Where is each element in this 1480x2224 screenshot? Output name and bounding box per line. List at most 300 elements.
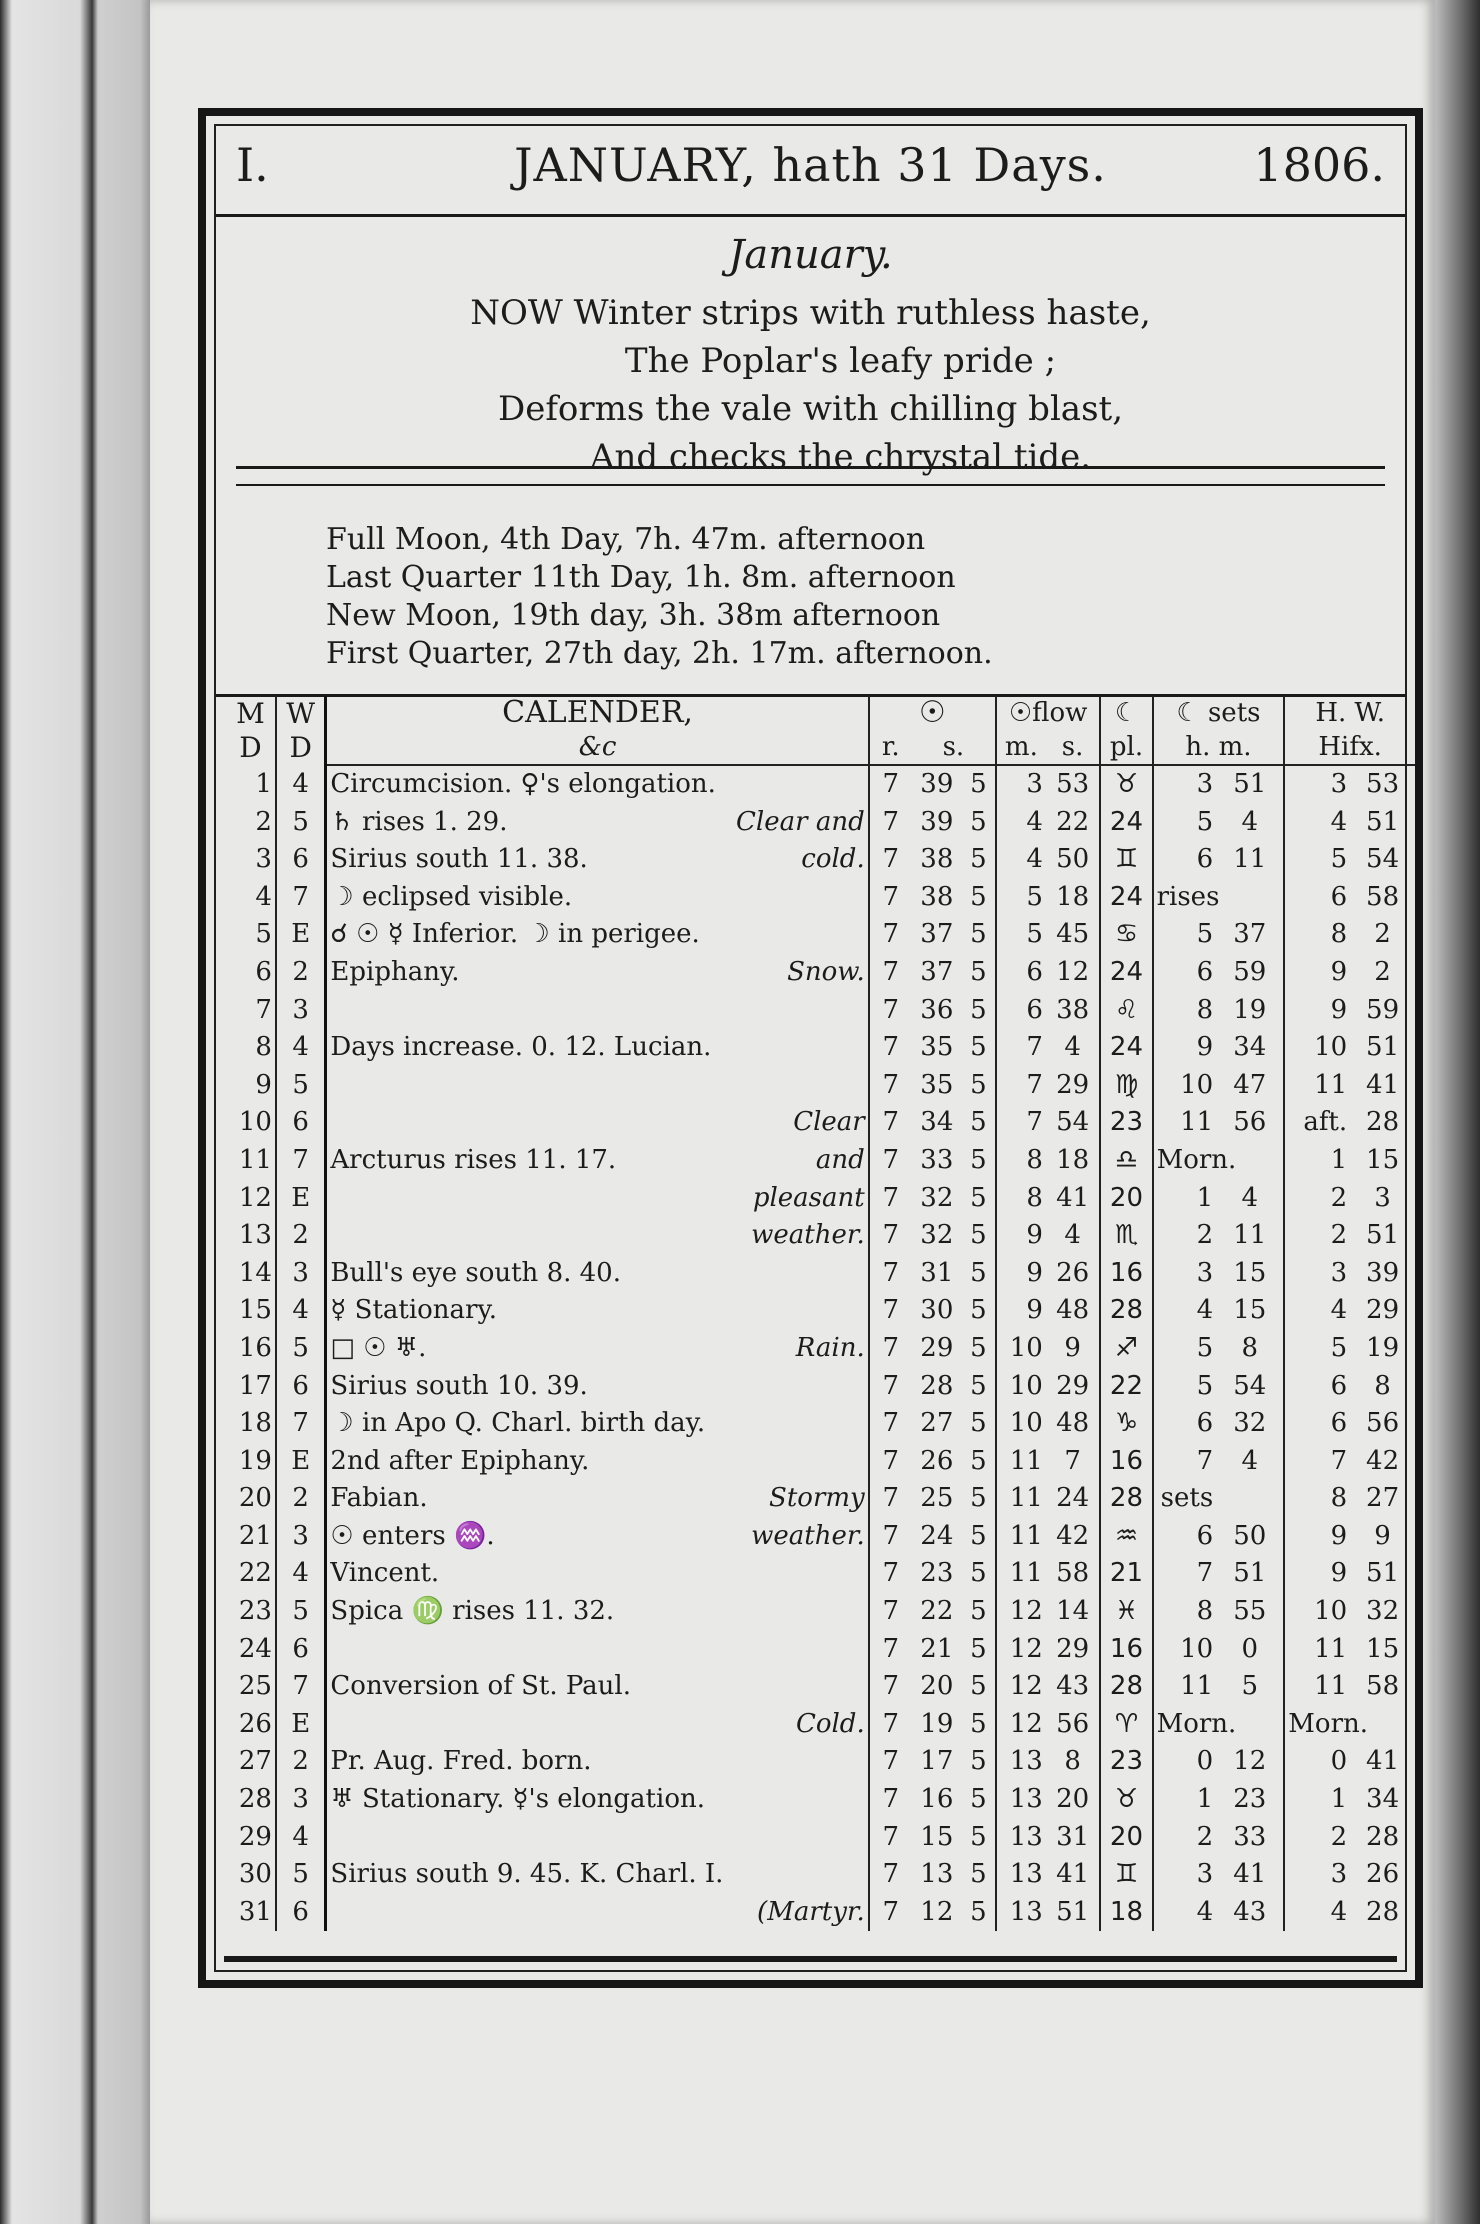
cell-mm: 19 xyxy=(1233,994,1267,1025)
cell-wm: 28 xyxy=(1366,1821,1400,1852)
table-row xyxy=(226,841,1415,879)
cell-mm: 0 xyxy=(1241,1633,1258,1664)
cell-rm: 33 xyxy=(920,1144,954,1175)
cell-wm: 2 xyxy=(1374,919,1391,950)
cell-wd: E xyxy=(276,1443,326,1481)
cell-wm: 9 xyxy=(1374,1520,1391,1551)
cell-s: 5 xyxy=(970,1257,987,1288)
cell-md: 26 xyxy=(238,1708,272,1739)
cell-fs: 38 xyxy=(1056,994,1090,1025)
cell-pl: 24 xyxy=(1100,954,1152,992)
header-calender: CALENDER, xyxy=(326,696,869,730)
cell-fm: 12 xyxy=(996,1631,1046,1669)
cell-rh: 7 xyxy=(869,1067,912,1105)
cell-rh: 7 xyxy=(869,1480,912,1518)
cell-event xyxy=(326,841,869,879)
table-row xyxy=(226,954,1415,992)
weather-note: weather. xyxy=(751,1520,865,1551)
cell-wm: 53 xyxy=(1366,769,1400,799)
cell-fm: 11 xyxy=(996,1443,1046,1481)
event-text: ☉ enters ♒. xyxy=(330,1520,495,1551)
cell-fm: 12 xyxy=(996,1668,1046,1706)
cell-fm: 9 xyxy=(996,1255,1046,1293)
page-year: 1806. xyxy=(1253,138,1385,192)
cell-s: 5 xyxy=(970,1558,987,1589)
cell-wm: 51 xyxy=(1366,1558,1400,1589)
cell-fs: 54 xyxy=(1056,1107,1090,1138)
poem-line: The Poplar's leafy pride ; xyxy=(624,341,1057,381)
table-row xyxy=(226,1067,1415,1105)
cell-event xyxy=(326,1631,869,1669)
cell-fs: 41 xyxy=(1056,1859,1090,1890)
cell-rm: 20 xyxy=(920,1671,954,1702)
cell-event xyxy=(326,1555,869,1593)
cell-wh: 3 xyxy=(1284,1255,1350,1293)
cell-fm: 5 xyxy=(996,916,1046,954)
cell-fs: 43 xyxy=(1056,1671,1090,1702)
cell-fm: 6 xyxy=(996,992,1046,1030)
cell-mh: 5 xyxy=(1153,804,1217,842)
cell-event xyxy=(326,765,869,804)
event-text: Spica ♍ rises 11. 32. xyxy=(330,1596,615,1627)
cell-mm: 5 xyxy=(1241,1671,1258,1702)
cell-rh: 7 xyxy=(869,1518,912,1556)
cell-mm xyxy=(1216,879,1284,917)
cell-mh: Morn. xyxy=(1153,1142,1217,1180)
moon-phase-full: Full Moon, 4th Day, 7h. 47m. afternoon xyxy=(326,522,926,557)
cell-mm: 12 xyxy=(1233,1746,1267,1777)
cell-s: 5 xyxy=(970,956,987,987)
cell-wh: 4 xyxy=(1284,804,1350,842)
cell-fm: 8 xyxy=(996,1142,1046,1180)
cell-wd: E xyxy=(276,1180,326,1218)
cell-rh: 7 xyxy=(869,1368,912,1406)
cell-fs: 48 xyxy=(1056,1408,1090,1439)
cell-fs: 18 xyxy=(1056,1144,1090,1175)
cell-wd: 6 xyxy=(276,1894,326,1932)
cell-wd: 4 xyxy=(276,765,326,804)
cell-event xyxy=(326,1706,869,1744)
cell-wh: 11 xyxy=(1284,1668,1350,1706)
cell-fm: 11 xyxy=(996,1480,1046,1518)
cell-pl: 16 xyxy=(1100,1443,1152,1481)
cell-mh: 2 xyxy=(1153,1819,1217,1857)
page-header xyxy=(236,132,1385,212)
cell-mh: rises xyxy=(1153,879,1217,917)
cell-pl: ♓ xyxy=(1100,1593,1152,1631)
weather-note: Clear xyxy=(793,1107,865,1138)
cell-fs: 14 xyxy=(1056,1596,1090,1627)
weather-note: Snow. xyxy=(787,956,865,987)
cell-fm: 13 xyxy=(996,1856,1046,1894)
cell-wh: 2 xyxy=(1284,1819,1350,1857)
cell-s: 5 xyxy=(970,844,987,875)
cell-mm: 51 xyxy=(1233,1558,1267,1589)
cell-mh: 9 xyxy=(1153,1029,1217,1067)
cell-event xyxy=(326,1142,869,1180)
cell-wh: 9 xyxy=(1284,992,1350,1030)
cell-mh: 6 xyxy=(1153,841,1217,879)
cell-event xyxy=(326,1856,869,1894)
cell-rh: 7 xyxy=(869,1631,912,1669)
event-text: Circumcision. ♀'s elongation. xyxy=(330,769,716,799)
cell-pl: ♋ xyxy=(1100,916,1152,954)
cell-mm: 4 xyxy=(1241,1445,1258,1476)
weather-note: Clear and xyxy=(736,806,865,837)
cell-event xyxy=(326,1067,869,1105)
cell-md: 5 xyxy=(255,919,272,950)
cell-mh: 10 xyxy=(1153,1631,1217,1669)
cell-md: 13 xyxy=(238,1220,272,1251)
cell-pl: 23 xyxy=(1100,1743,1152,1781)
cell-wh: 5 xyxy=(1284,1330,1350,1368)
event-text: ☿ Stationary. xyxy=(330,1295,497,1326)
cell-wh: 10 xyxy=(1284,1593,1350,1631)
event-text: Arcturus rises 11. 17. xyxy=(330,1144,617,1175)
book-spine xyxy=(0,0,150,2224)
table-row xyxy=(226,1894,1415,1932)
cell-fs: 58 xyxy=(1056,1558,1090,1589)
cell-wm: 41 xyxy=(1366,1746,1400,1777)
cell-md: 12 xyxy=(238,1182,272,1213)
cell-rh: 7 xyxy=(869,1405,912,1443)
header-rule xyxy=(216,214,1405,217)
cell-md: 23 xyxy=(238,1596,272,1627)
cell-wm: 19 xyxy=(1366,1332,1400,1363)
cell-pl: 22 xyxy=(1100,1368,1152,1406)
page-border xyxy=(198,108,1423,1988)
cell-wm: 32 xyxy=(1366,1596,1400,1627)
table-row xyxy=(226,1292,1415,1330)
cell-event xyxy=(326,1480,869,1518)
cell-rh: 7 xyxy=(869,1104,912,1142)
header-moon-pl: pl. xyxy=(1100,730,1152,765)
cell-rh: 7 xyxy=(869,954,912,992)
poem-line: And checks the chrystal tide. xyxy=(589,437,1092,477)
event-text: Bull's eye south 8. 40. xyxy=(330,1257,621,1288)
cell-event xyxy=(326,1443,869,1481)
cell-wd: 2 xyxy=(276,1217,326,1255)
cell-rh: 7 xyxy=(869,1894,912,1932)
cell-fm: 10 xyxy=(996,1330,1046,1368)
cell-fs: 41 xyxy=(1056,1182,1090,1213)
cell-s: 5 xyxy=(970,1032,987,1063)
cell-pl: ♊ xyxy=(1100,841,1152,879)
bottom-rule xyxy=(224,1956,1397,1962)
cell-rm: 17 xyxy=(920,1746,954,1777)
cell-wh: 4 xyxy=(1284,1292,1350,1330)
calendar-table xyxy=(226,696,1415,1931)
cell-rm: 19 xyxy=(920,1708,954,1739)
cell-s: 5 xyxy=(970,1483,987,1514)
header-sun-s: s. xyxy=(912,730,996,765)
cell-fm: 13 xyxy=(996,1781,1046,1819)
cell-event xyxy=(326,1743,869,1781)
event-text: Sirius south 9. 45. K. Charl. I. xyxy=(330,1859,724,1890)
cell-fs: 4 xyxy=(1064,1032,1081,1063)
cell-rm: 35 xyxy=(920,1032,954,1063)
cell-wm: 28 xyxy=(1366,1107,1400,1138)
table-row xyxy=(226,1142,1415,1180)
cell-fm: 13 xyxy=(996,1743,1046,1781)
cell-mh: 6 xyxy=(1153,1405,1217,1443)
cell-s: 5 xyxy=(970,1332,987,1363)
cell-pl: ♑ xyxy=(1100,1405,1152,1443)
poem-title: January. xyxy=(728,232,893,278)
cell-wm: 29 xyxy=(1366,1295,1400,1326)
table-row xyxy=(226,1330,1415,1368)
cell-mm: 47 xyxy=(1233,1069,1267,1100)
cell-s: 5 xyxy=(970,1107,987,1138)
cell-mh: 6 xyxy=(1153,954,1217,992)
cell-mm: 37 xyxy=(1233,919,1267,950)
cell-mm: 11 xyxy=(1233,1220,1267,1251)
cell-md: 18 xyxy=(238,1408,272,1439)
table-row xyxy=(226,1443,1415,1481)
cell-event xyxy=(326,1668,869,1706)
cell-fs: 22 xyxy=(1056,806,1090,837)
cell-wd: 5 xyxy=(276,1067,326,1105)
cell-mm: 41 xyxy=(1233,1859,1267,1890)
cell-wd: E xyxy=(276,1706,326,1744)
event-text: Pr. Aug. Fred. born. xyxy=(330,1746,592,1777)
cell-mh: 0 xyxy=(1153,1743,1217,1781)
header-sun-r: r. xyxy=(869,730,912,765)
cell-wm: 27 xyxy=(1366,1483,1400,1514)
cell-rm: 32 xyxy=(920,1182,954,1213)
header-moon-place: ☾ xyxy=(1100,696,1152,730)
weather-note: Stormy xyxy=(769,1483,865,1514)
cell-fm: 12 xyxy=(996,1706,1046,1744)
cell-wm: 8 xyxy=(1374,1370,1391,1401)
cell-md: 4 xyxy=(255,881,272,912)
cell-event xyxy=(326,1593,869,1631)
cell-rh: 7 xyxy=(869,841,912,879)
cell-md: 30 xyxy=(238,1859,272,1890)
cell-mm: 4 xyxy=(1241,1182,1258,1213)
cell-mm: 15 xyxy=(1233,1257,1267,1288)
cell-wh: 9 xyxy=(1284,1555,1350,1593)
event-text: ♅ Stationary. ☿'s elongation. xyxy=(330,1784,705,1815)
cell-fs: 29 xyxy=(1056,1069,1090,1100)
cell-s: 5 xyxy=(970,1671,987,1702)
table-row xyxy=(226,1631,1415,1669)
cell-mm: 32 xyxy=(1233,1408,1267,1439)
cell-wm: 58 xyxy=(1366,1671,1400,1702)
cell-mh: 8 xyxy=(1153,1593,1217,1631)
cell-md: 14 xyxy=(238,1257,272,1288)
cell-wd: E xyxy=(276,916,326,954)
cell-pl: 24 xyxy=(1100,879,1152,917)
cell-wh: 9 xyxy=(1284,1518,1350,1556)
cell-mh: 11 xyxy=(1153,1104,1217,1142)
table-row xyxy=(226,1593,1415,1631)
cell-s: 5 xyxy=(970,1633,987,1664)
cell-mm: 15 xyxy=(1233,1295,1267,1326)
cell-wh: 6 xyxy=(1284,879,1350,917)
cell-wm: 34 xyxy=(1366,1784,1400,1815)
cell-rm: 39 xyxy=(920,806,954,837)
cell-event xyxy=(326,916,869,954)
cell-fs: 12 xyxy=(1056,956,1090,987)
poem xyxy=(216,231,1405,481)
cell-event xyxy=(326,1180,869,1218)
cell-md: 24 xyxy=(238,1633,272,1664)
page-title: JANUARY, hath 31 Days. xyxy=(514,138,1107,192)
cell-wm: 42 xyxy=(1366,1445,1400,1476)
cell-wh: 9 xyxy=(1284,954,1350,992)
cell-fm: 10 xyxy=(996,1368,1046,1406)
cell-pl: 28 xyxy=(1100,1292,1152,1330)
cell-wd: 6 xyxy=(276,1631,326,1669)
cell-wd: 5 xyxy=(276,1856,326,1894)
cell-rh: 7 xyxy=(869,804,912,842)
cell-rm: 24 xyxy=(920,1520,954,1551)
cell-md: 17 xyxy=(238,1370,272,1401)
cell-wh: 1 xyxy=(1284,1781,1350,1819)
cell-fm: 9 xyxy=(996,1292,1046,1330)
cell-mm: 11 xyxy=(1233,844,1267,875)
cell-wh: 6 xyxy=(1284,1405,1350,1443)
cell-pl: ♉ xyxy=(1100,765,1152,804)
cell-wh: 3 xyxy=(1284,1856,1350,1894)
cell-wm: 54 xyxy=(1366,844,1400,875)
cell-wd: 6 xyxy=(276,1368,326,1406)
cell-pl: ♎ xyxy=(1100,1142,1152,1180)
cell-fs: 29 xyxy=(1056,1370,1090,1401)
cell-rm: 37 xyxy=(920,919,954,950)
header-moon-sets: ☾ sets xyxy=(1153,696,1285,730)
cell-s: 5 xyxy=(970,1408,987,1439)
cell-rh: 7 xyxy=(869,1781,912,1819)
cell-wd: 4 xyxy=(276,1555,326,1593)
cell-mh: 5 xyxy=(1153,916,1217,954)
header-sunflow-s: s. xyxy=(1046,730,1101,765)
cell-event xyxy=(326,1255,869,1293)
moon-phase-first-quarter: First Quarter, 27th day, 2h. 17m. afternoon. xyxy=(326,636,993,671)
cell-s: 5 xyxy=(970,1445,987,1476)
cell-wm: 26 xyxy=(1366,1859,1400,1890)
cell-wh: 10 xyxy=(1284,1029,1350,1067)
event-text: Conversion of St. Paul. xyxy=(330,1671,632,1702)
inner-border xyxy=(214,124,1407,1972)
cell-md: 8 xyxy=(255,1032,272,1063)
cell-wd: 4 xyxy=(276,1819,326,1857)
header-sun: ☉ xyxy=(869,696,996,730)
cell-rm: 26 xyxy=(920,1445,954,1476)
cell-mh: Morn. xyxy=(1153,1706,1217,1744)
cell-md: 16 xyxy=(238,1332,272,1363)
table-row xyxy=(226,1480,1415,1518)
cell-wd: 2 xyxy=(276,1743,326,1781)
cell-wm: 15 xyxy=(1366,1144,1400,1175)
cell-md: 21 xyxy=(238,1520,272,1551)
cell-pl: ♐ xyxy=(1100,1330,1152,1368)
cell-fm: 13 xyxy=(996,1819,1046,1857)
event-text: ☽ eclipsed visible. xyxy=(330,881,573,912)
almanac-page xyxy=(150,0,1435,2224)
cell-wh: 2 xyxy=(1284,1217,1350,1255)
cell-mm: 33 xyxy=(1233,1821,1267,1852)
cell-event xyxy=(326,1518,869,1556)
page-number: I. xyxy=(236,138,269,192)
cell-s: 5 xyxy=(970,1370,987,1401)
cell-rh: 7 xyxy=(869,992,912,1030)
cell-fm: 8 xyxy=(996,1180,1046,1218)
cell-md: 25 xyxy=(238,1671,272,1702)
cell-mh: 11 xyxy=(1153,1668,1217,1706)
cell-wh: 8 xyxy=(1284,916,1350,954)
cell-md: 10 xyxy=(238,1107,272,1138)
cell-pl: 20 xyxy=(1100,1180,1152,1218)
cell-md: 28 xyxy=(238,1784,272,1815)
cell-wd: 5 xyxy=(276,804,326,842)
event-text: Sirius south 10. 39. xyxy=(330,1370,588,1401)
cell-wm: 56 xyxy=(1366,1408,1400,1439)
moon-phases xyxy=(326,521,993,673)
weather-note: (Martyr. xyxy=(757,1896,865,1927)
table-row xyxy=(226,1819,1415,1857)
cell-s: 5 xyxy=(970,1859,987,1890)
cell-pl: 24 xyxy=(1100,804,1152,842)
cell-wh: 6 xyxy=(1284,1368,1350,1406)
cell-fs: 24 xyxy=(1056,1483,1090,1514)
cell-wd: 7 xyxy=(276,1668,326,1706)
cell-rh: 7 xyxy=(869,1593,912,1631)
cell-event xyxy=(326,1781,869,1819)
cell-rh: 7 xyxy=(869,1555,912,1593)
event-text: ☌ ☉ ☿ Inferior. ☽ in perigee. xyxy=(330,919,700,950)
cell-s: 5 xyxy=(970,1746,987,1777)
cell-s: 5 xyxy=(970,1896,987,1927)
cell-wd: 3 xyxy=(276,1255,326,1293)
cell-wh: 11 xyxy=(1284,1067,1350,1105)
cell-pl: ♈ xyxy=(1100,1706,1152,1744)
cell-rm: 36 xyxy=(920,994,954,1025)
cell-pl: ♍ xyxy=(1100,1067,1152,1105)
cell-mm: 50 xyxy=(1233,1520,1267,1551)
cell-fs: 42 xyxy=(1056,1520,1090,1551)
cell-s: 5 xyxy=(970,1182,987,1213)
cell-rh: 7 xyxy=(869,1706,912,1744)
moon-phase-last-quarter: Last Quarter 11th Day, 1h. 8m. afternoon xyxy=(326,560,956,595)
cell-fm: 11 xyxy=(996,1555,1046,1593)
cell-rm: 34 xyxy=(920,1107,954,1138)
cell-mh: 1 xyxy=(1153,1781,1217,1819)
cell-rm: 28 xyxy=(920,1370,954,1401)
cell-wh: 7 xyxy=(1284,1443,1350,1481)
cell-s: 5 xyxy=(970,994,987,1025)
cell-wd: 4 xyxy=(276,1292,326,1330)
cell-wd: 6 xyxy=(276,1104,326,1142)
table-row xyxy=(226,916,1415,954)
poem-rule-top xyxy=(236,466,1385,469)
poem-line: NOW Winter strips with ruthless haste, xyxy=(470,293,1151,333)
cell-wd: 2 xyxy=(276,954,326,992)
cell-rh: 7 xyxy=(869,765,912,804)
cell-fs: 31 xyxy=(1056,1821,1090,1852)
cell-event xyxy=(326,992,869,1030)
cell-fm: 12 xyxy=(996,1593,1046,1631)
cell-s: 5 xyxy=(970,1708,987,1739)
cell-md: 9 xyxy=(255,1069,272,1100)
cell-mh: 5 xyxy=(1153,1330,1217,1368)
header-md: M D xyxy=(236,696,265,764)
cell-s: 5 xyxy=(970,1144,987,1175)
cell-rm: 30 xyxy=(920,1295,954,1326)
cell-fm: 9 xyxy=(996,1217,1046,1255)
cell-wm: 15 xyxy=(1366,1633,1400,1664)
